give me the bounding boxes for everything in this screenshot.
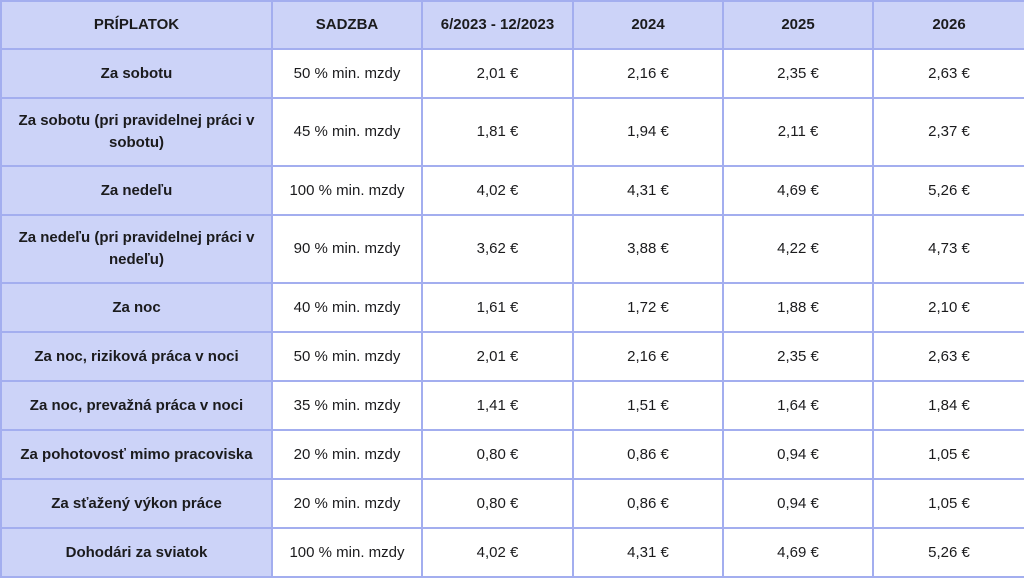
amount-cell: 2,16 € [573, 332, 723, 381]
row-header: Za nedeľu (pri pravidelnej práci v nedeľu) [1, 215, 272, 283]
rate-cell: 50 % min. mzdy [272, 49, 422, 98]
amount-cell: 0,86 € [573, 479, 723, 528]
amount-cell: 2,10 € [873, 283, 1024, 332]
amount-cell: 0,86 € [573, 430, 723, 479]
column-header: 2026 [873, 1, 1024, 49]
table-row [1, 430, 1024, 479]
table-row [1, 283, 1024, 332]
rate-cell: 90 % min. mzdy [272, 215, 422, 283]
row-header: Za sobotu (pri pravidelnej práci v sobotu) [1, 98, 272, 166]
column-header: 2025 [723, 1, 873, 49]
amount-cell: 4,02 € [422, 528, 573, 577]
table-row [1, 215, 1024, 283]
rate-cell: 40 % min. mzdy [272, 283, 422, 332]
amount-cell: 0,94 € [723, 430, 873, 479]
column-header: PRÍPLATOK [1, 1, 272, 49]
row-header: Za noc, prevažná práca v noci [1, 381, 272, 430]
amount-cell: 4,22 € [723, 215, 873, 283]
amount-cell: 1,81 € [422, 98, 573, 166]
amount-cell: 4,73 € [873, 215, 1024, 283]
amount-cell: 1,41 € [422, 381, 573, 430]
row-header: Za noc, riziková práca v noci [1, 332, 272, 381]
amount-cell: 0,80 € [422, 479, 573, 528]
table-row [1, 479, 1024, 528]
amount-cell: 2,11 € [723, 98, 873, 166]
amount-cell: 1,05 € [873, 479, 1024, 528]
row-header: Za sobotu [1, 49, 272, 98]
amount-cell: 3,62 € [422, 215, 573, 283]
rate-cell: 20 % min. mzdy [272, 430, 422, 479]
rate-cell: 100 % min. mzdy [272, 166, 422, 215]
amount-cell: 1,94 € [573, 98, 723, 166]
table-row [1, 49, 1024, 98]
row-header: Za noc [1, 283, 272, 332]
amount-cell: 2,01 € [422, 49, 573, 98]
rate-cell: 50 % min. mzdy [272, 332, 422, 381]
row-header: Za sťažený výkon práce [1, 479, 272, 528]
amount-cell: 4,31 € [573, 166, 723, 215]
amount-cell: 0,94 € [723, 479, 873, 528]
amount-cell: 2,01 € [422, 332, 573, 381]
table-row [1, 98, 1024, 166]
amount-cell: 0,80 € [422, 430, 573, 479]
table-row [1, 332, 1024, 381]
amount-cell: 5,26 € [873, 166, 1024, 215]
amount-cell: 1,88 € [723, 283, 873, 332]
amount-cell: 1,84 € [873, 381, 1024, 430]
table-row [1, 528, 1024, 577]
amount-cell: 4,69 € [723, 528, 873, 577]
amount-cell: 4,69 € [723, 166, 873, 215]
amount-cell: 1,61 € [422, 283, 573, 332]
table-head [1, 1, 1024, 49]
table-row [1, 166, 1024, 215]
column-header: SADZBA [272, 1, 422, 49]
amount-cell: 2,63 € [873, 332, 1024, 381]
amount-cell: 2,16 € [573, 49, 723, 98]
amount-cell: 5,26 € [873, 528, 1024, 577]
rate-cell: 100 % min. mzdy [272, 528, 422, 577]
table-header-row [1, 1, 1024, 49]
table-body [1, 49, 1024, 577]
amount-cell: 2,35 € [723, 49, 873, 98]
amount-cell: 4,02 € [422, 166, 573, 215]
amount-cell: 2,63 € [873, 49, 1024, 98]
amount-cell: 4,31 € [573, 528, 723, 577]
column-header: 2024 [573, 1, 723, 49]
rate-cell: 20 % min. mzdy [272, 479, 422, 528]
amount-cell: 1,64 € [723, 381, 873, 430]
table-row [1, 381, 1024, 430]
amount-cell: 3,88 € [573, 215, 723, 283]
amount-cell: 2,35 € [723, 332, 873, 381]
amount-cell: 1,51 € [573, 381, 723, 430]
row-header: Dohodári za sviatok [1, 528, 272, 577]
row-header: Za nedeľu [1, 166, 272, 215]
column-header: 6/2023 - 12/2023 [422, 1, 573, 49]
amount-cell: 2,37 € [873, 98, 1024, 166]
row-header: Za pohotovosť mimo pracoviska [1, 430, 272, 479]
rate-cell: 45 % min. mzdy [272, 98, 422, 166]
amount-cell: 1,72 € [573, 283, 723, 332]
rate-cell: 35 % min. mzdy [272, 381, 422, 430]
amount-cell: 1,05 € [873, 430, 1024, 479]
